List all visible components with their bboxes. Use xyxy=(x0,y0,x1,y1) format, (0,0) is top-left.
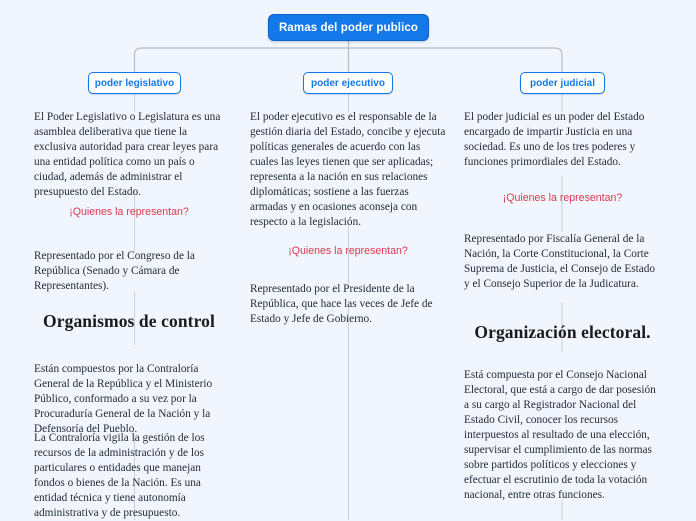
branch-node-poder-ejecutivo[interactable] xyxy=(303,72,393,94)
branch-node-label: poder ejecutivo xyxy=(311,77,385,89)
paragraph: El Poder Legislativo o Legislatura es una asamblea deliberativa que tiene la exclusiva autoridad para crear leyes para una entidad política como un país o ciudad, además de administrar el presupuesto del Estado. xyxy=(34,111,221,199)
paragraph: Están compuestos por la Contraloría General de la República y el Ministerio Público, conformado a su vez por la Procuraduría General de la Nación y la Defensoría del Pueblo. xyxy=(34,363,213,436)
paragraph: La Contraloría vigila la gestión de los recursos de la administración y de los particulares o entidades que manejan fondos o bienes de la Nación. Es una entidad técnica y tiene autonomía administrativa y de presupuesto. xyxy=(34,432,205,520)
branch-node-label: poder legislativo xyxy=(94,77,175,89)
question-label: ¡Quienes la representan? xyxy=(69,206,189,218)
section-title: Organismos de control xyxy=(43,311,215,331)
question-label: ¡Quienes la representan? xyxy=(502,192,623,204)
paragraph: El poder ejecutivo es el responsable de la gestión diaria del Estado, concibe y ejecuta políticas generales de acuerdo con las cuales las leyes tienen que ser aplicadas; representa a la nación en sus relaciones diplomáticas; sostiene a las fuerzas armadas y en ocasiones aconseja con respecto a la legislación. xyxy=(250,111,446,229)
paragraph: El poder judicial es un poder del Estado encargado de impartir Justicia en una sociedad. Es uno de los tres poderes y funciones primordiales del Estado. xyxy=(464,111,645,169)
root-node-label: Ramas del poder publico xyxy=(278,21,419,34)
paragraph: Representado por el Congreso de la República (Senado y Cámara de Representantes). xyxy=(34,250,195,293)
paragraph: Representado por el Presidente de la República, que hace las veces de Jefe de Estado y Jefe de Gobierno. xyxy=(250,283,433,326)
paragraph: Representado por Fiscalía General de la Nación, la Corte Constitucional, la Corte Suprema de Justicia, el Consejo de Estado y el Consejo Superior de la Judicatura. xyxy=(464,233,656,291)
branch-node-label: poder judicial xyxy=(529,77,595,89)
branch-node-poder-judicial[interactable] xyxy=(520,72,605,94)
root-node[interactable] xyxy=(268,14,429,41)
branch-node-poder-legislativo[interactable] xyxy=(88,72,181,94)
paragraph: Está compuesta por el Consejo Nacional Electoral, que está a cargo de dar posesión a su cargo al Registrador Nacional del Estado Civil, conocer los recursos interpuestos al resultado de una elección, supervisar el cumplimiento de las normas sobre partidos políticos y elecciones y efectuar el escrutinio de toda la votación nacional, entre otras funciones. xyxy=(464,369,656,502)
question-label: ¡Quienes la representan? xyxy=(288,245,408,257)
section-title: Organización electoral. xyxy=(474,322,651,342)
